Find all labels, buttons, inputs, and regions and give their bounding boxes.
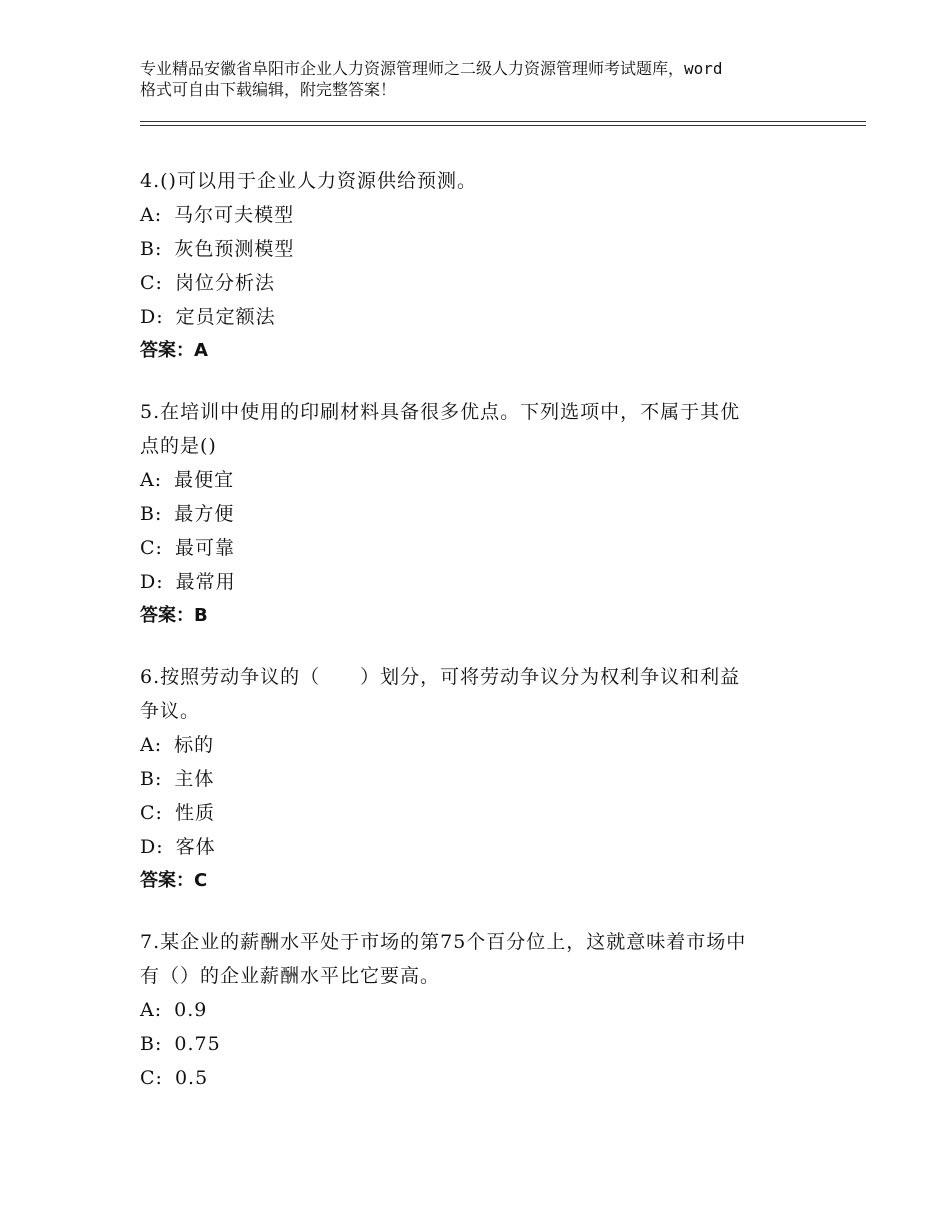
- option-letter: C:: [140, 537, 163, 559]
- question-option: [140, 198, 820, 232]
- option-text: 主体: [174, 768, 215, 790]
- question-option: [140, 728, 820, 762]
- option-text: 马尔可夫模型: [174, 204, 295, 226]
- option-letter: B:: [140, 503, 163, 525]
- option-text: 0.75: [174, 1033, 221, 1055]
- option-text: 最可靠: [174, 537, 235, 559]
- option-letter: B:: [140, 768, 163, 790]
- option-text: 性质: [174, 802, 215, 824]
- option-letter: C:: [140, 1067, 163, 1089]
- option-letter: D:: [140, 836, 164, 858]
- option-text: 标的: [174, 734, 215, 756]
- answer-line: 答案：A: [140, 340, 208, 361]
- document-header: [140, 58, 840, 100]
- option-text: 最方便: [174, 503, 235, 525]
- question-option: [140, 993, 820, 1027]
- option-letter: A:: [140, 204, 163, 226]
- question-block: [140, 660, 820, 898]
- question-option: [140, 1061, 820, 1095]
- header-divider-top: [140, 121, 866, 122]
- question-stem: 6.按照劳动争议的（ ）划分，可将劳动争议分为权利争议和利益: [140, 666, 741, 688]
- option-text: 客体: [175, 836, 216, 858]
- option-letter: C:: [140, 802, 163, 824]
- option-text: 0.5: [174, 1067, 209, 1089]
- question-option: [140, 266, 820, 300]
- question-stem: 有（）的企业薪酬水平比它要高。: [140, 965, 441, 987]
- option-text: 最常用: [175, 571, 236, 593]
- question-option: [140, 300, 820, 334]
- option-letter: A:: [140, 999, 163, 1021]
- option-letter: A:: [140, 469, 163, 491]
- question-stem: 点的是(): [140, 435, 217, 457]
- header-line-2: 格式可自由下载编辑，附完整答案！: [140, 80, 397, 99]
- question-stem: 7.某企业的薪酬水平处于市场的第75个百分位上，这就意味着市场中: [140, 931, 747, 953]
- option-text: 0.9: [174, 999, 208, 1021]
- option-text: 定员定额法: [175, 306, 276, 328]
- question-option: [140, 762, 820, 796]
- option-letter: B:: [140, 238, 163, 260]
- question-option: [140, 1027, 820, 1061]
- answer-line: 答案：B: [140, 605, 208, 626]
- header-divider-bottom: [140, 125, 866, 126]
- question-option: [140, 463, 820, 497]
- answer-line: 答案：C: [140, 870, 208, 891]
- question-block: [140, 925, 820, 1095]
- question-stem: 5.在培训中使用的印刷材料具备很多优点。下列选项中，不属于其优: [140, 401, 741, 423]
- question-option: [140, 531, 820, 565]
- option-text: 灰色预测模型: [174, 238, 295, 260]
- question-block: [140, 395, 820, 633]
- option-letter: D:: [140, 306, 164, 328]
- question-option: [140, 232, 820, 266]
- question-option: [140, 565, 820, 599]
- question-stem: 4.()可以用于企业人力资源供给预测。: [140, 170, 477, 192]
- question-list: [140, 164, 820, 1122]
- question-block: [140, 164, 820, 368]
- option-text: 最便宜: [174, 469, 235, 491]
- question-stem: 争议。: [140, 700, 201, 722]
- question-option: [140, 830, 820, 864]
- option-text: 岗位分析法: [174, 272, 275, 294]
- option-letter: C:: [140, 272, 163, 294]
- header-line-1: 专业精品安徽省阜阳市企业人力资源管理师之二级人力资源管理师考试题库，word: [140, 59, 723, 78]
- option-letter: B:: [140, 1033, 163, 1055]
- question-option: [140, 796, 820, 830]
- option-letter: A:: [140, 734, 163, 756]
- option-letter: D:: [140, 571, 164, 593]
- question-option: [140, 497, 820, 531]
